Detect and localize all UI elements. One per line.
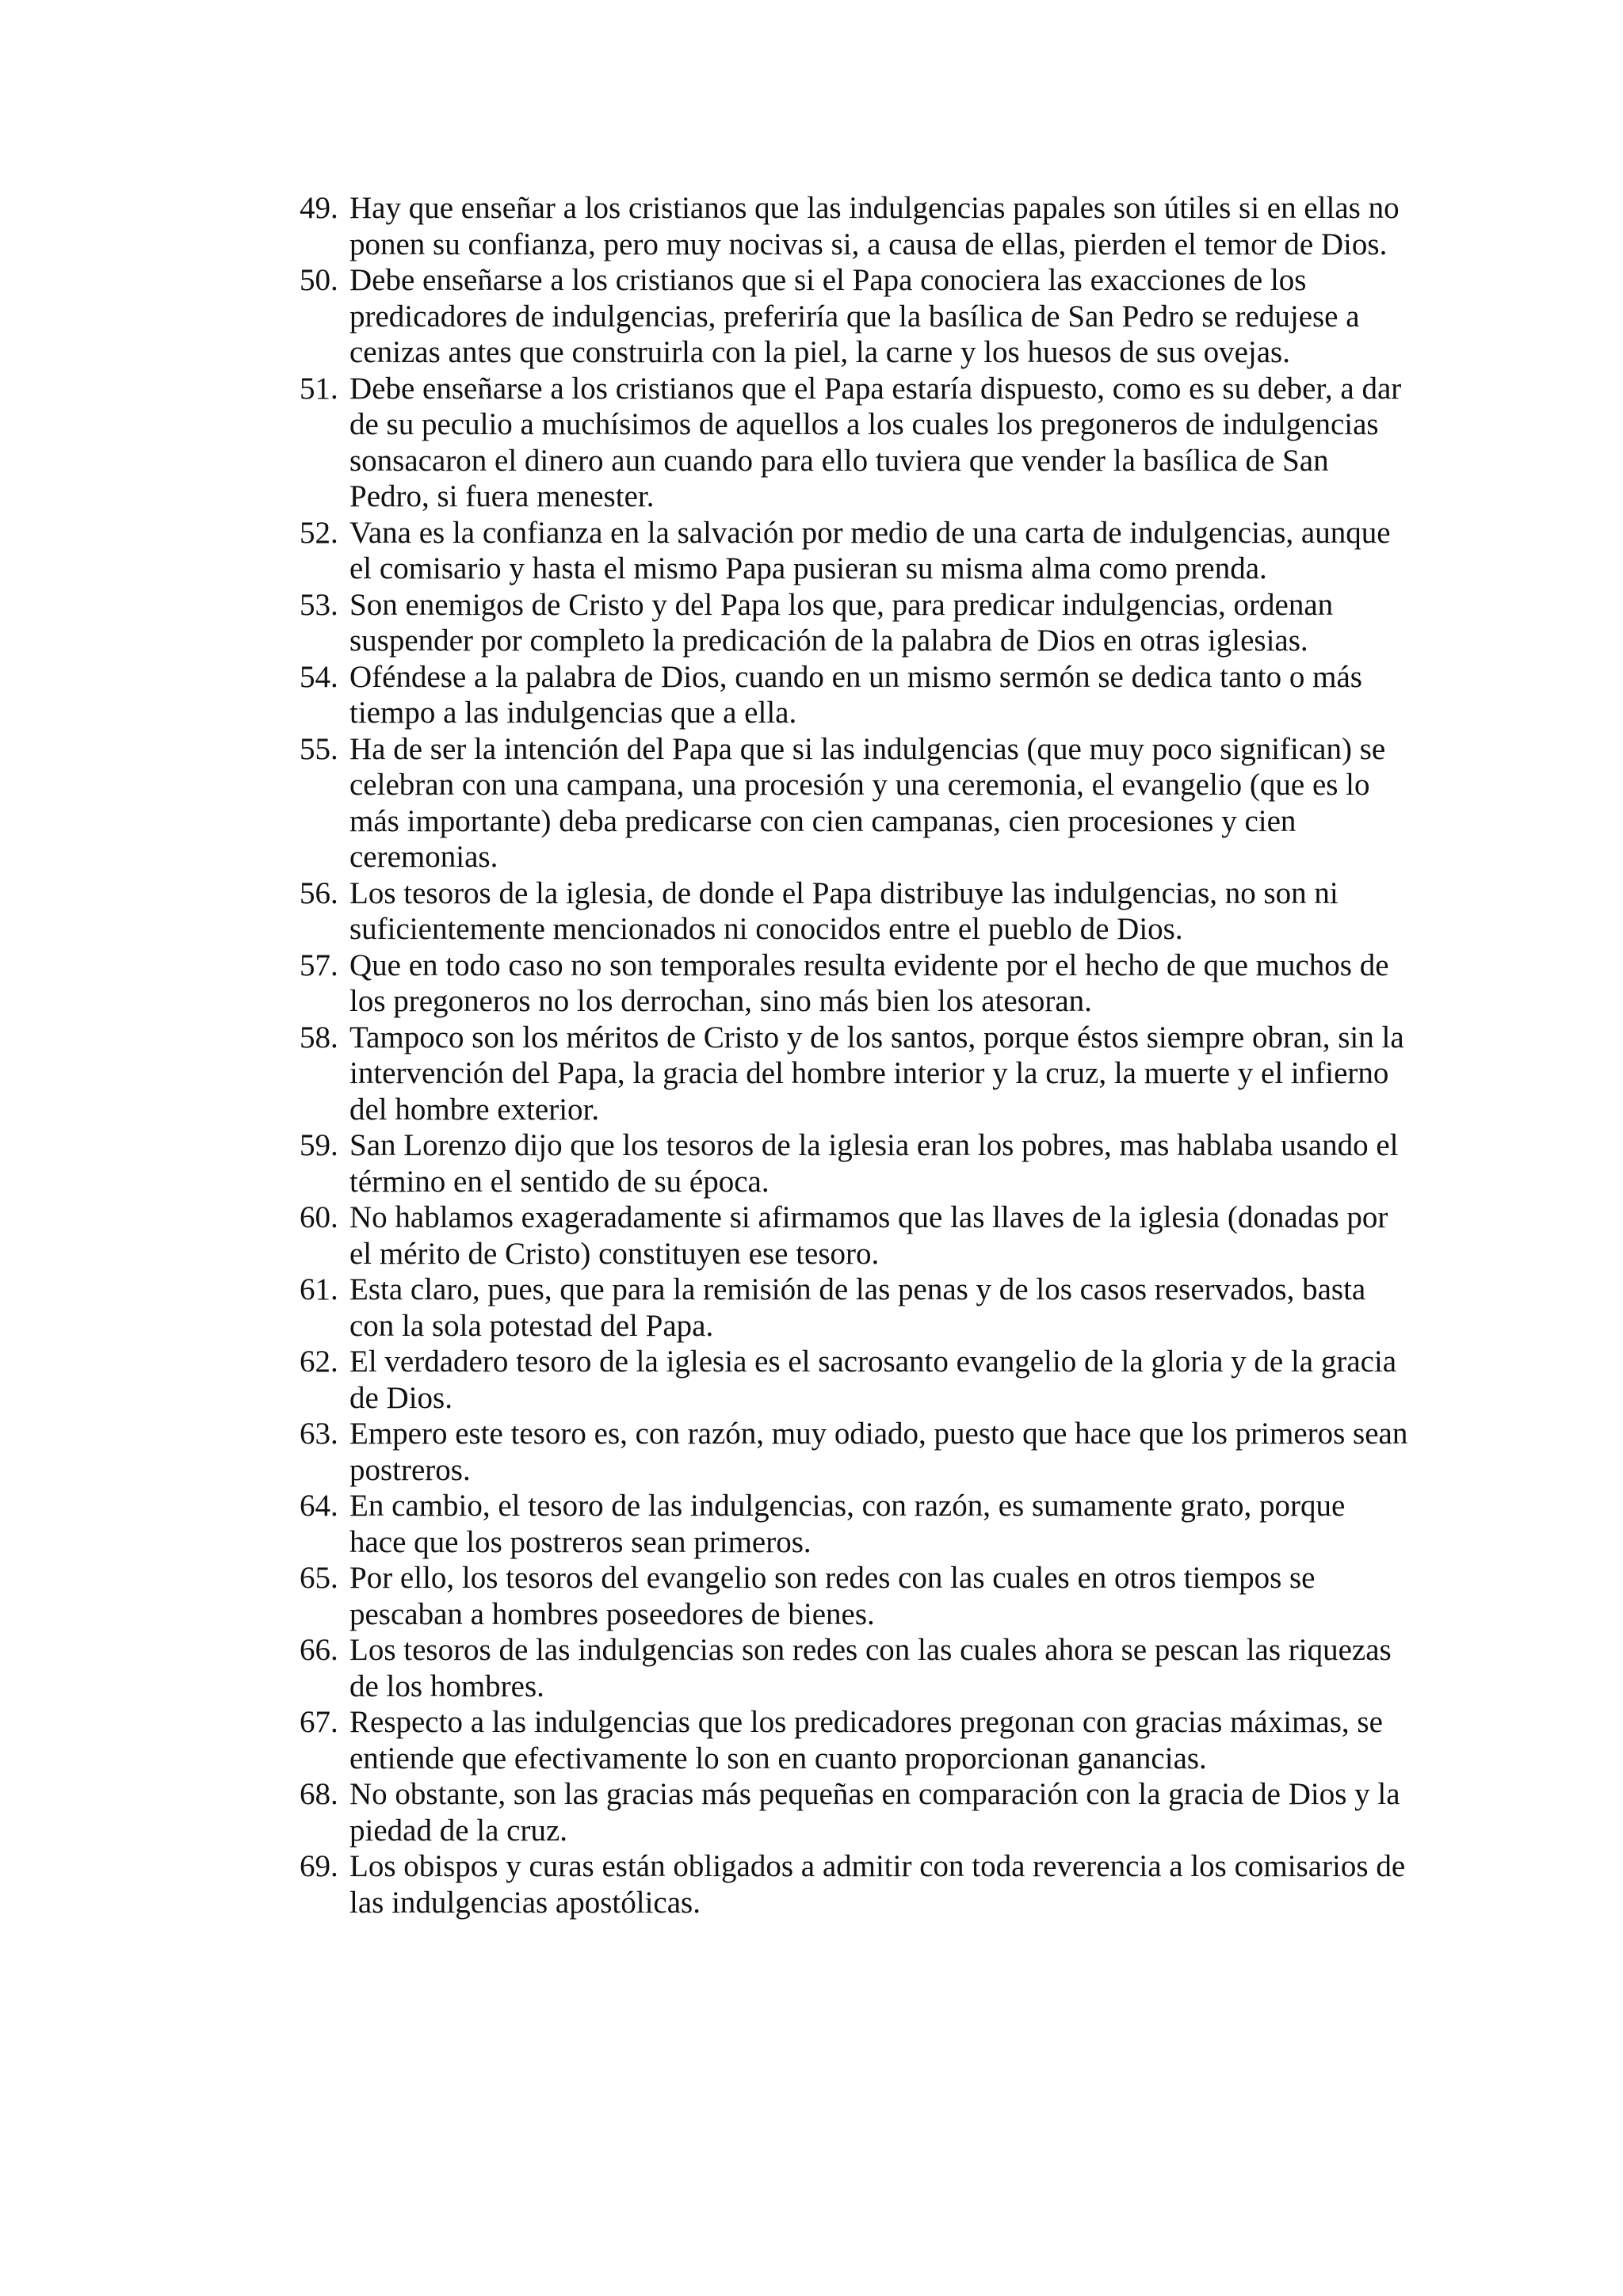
thesis-text: Son enemigos de Cristo y del Papa los que, para predicar indulgencias, ordenan suspender por completo la predicación de la palabra de Dios en otras iglesias. — [349, 587, 1334, 658]
thesis-item — [300, 1127, 1409, 1199]
thesis-number: 55. — [300, 731, 338, 766]
thesis-item — [300, 262, 1409, 371]
thesis-number: 52. — [300, 515, 338, 550]
thesis-item — [300, 948, 1409, 1020]
thesis-text: No hablamos exageradamente si afirmamos que las llaves de la iglesia (donadas por el mérito de Cristo) constituyen ese tesoro. — [349, 1200, 1388, 1271]
thesis-number: 54. — [300, 659, 338, 694]
thesis-item — [300, 1632, 1409, 1704]
thesis-number: 68. — [300, 1777, 338, 1811]
thesis-number: 66. — [300, 1633, 338, 1667]
thesis-text: Por ello, los tesoros del evangelio son redes con las cuales en otros tiempos se pescaban a hombres poseedores de bienes. — [349, 1561, 1316, 1631]
thesis-item — [300, 1272, 1409, 1344]
thesis-text: Oféndese a la palabra de Dios, cuando en un mismo sermón se dedica tanto o más tiempo a las indulgencias que a ella. — [349, 659, 1362, 730]
thesis-text: Empero este tesoro es, con razón, muy odiado, puesto que hace que los primeros sean postreros. — [349, 1417, 1408, 1487]
thesis-text: Que en todo caso no son temporales resulta evidente por el hecho de que muchos de los pregoneros no los derrochan, sino más bien los atesoran. — [349, 948, 1389, 1018]
thesis-item — [300, 371, 1409, 515]
thesis-item — [300, 1776, 1409, 1848]
theses-list — [300, 190, 1409, 1920]
thesis-number: 60. — [300, 1200, 338, 1234]
thesis-text: No obstante, son las gracias más pequeñas en comparación con la gracia de Dios y la piedad de la cruz. — [349, 1777, 1400, 1848]
thesis-text: Debe enseñarse a los cristianos que el Papa estaría dispuesto, como es su deber, a dar de su peculio a muchísimos de aquellos a los cuales los pregoneros de indulgencias sonsacaron el dinero aun cuando para ello tuviera que vender la basílica de San Pedro, si fuera menester. — [349, 371, 1402, 513]
thesis-item — [300, 731, 1409, 875]
thesis-text: Respecto a las indulgencias que los predicadores pregonan con gracias máximas, se entiende que efectivamente lo son en cuanto proporcionan ganancias. — [349, 1705, 1383, 1775]
thesis-number: 49. — [300, 191, 338, 225]
thesis-number: 62. — [300, 1344, 338, 1379]
thesis-number: 67. — [300, 1705, 338, 1739]
thesis-text: El verdadero tesoro de la iglesia es el sacrosanto evangelio de la gloria y de la gracia de Dios. — [349, 1344, 1397, 1415]
thesis-text: Debe enseñarse a los cristianos que si el Papa conociera las exacciones de los predicadores de indulgencias, preferiría que la basílica de San Pedro se redujese a cenizas antes que construirla con la piel, la carne y los huesos de sus ovejas. — [349, 263, 1360, 369]
thesis-text: Tampoco son los méritos de Cristo y de los santos, porque éstos siempre obran, sin la intervención del Papa, la gracia del hombre interior y la cruz, la muerte y el infierno del hombre exterior. — [349, 1020, 1404, 1127]
thesis-text: Los obispos y curas están obligados a admitir con toda reverencia a los comisarios de las indulgencias apostólicas. — [349, 1849, 1406, 1920]
thesis-number: 58. — [300, 1020, 338, 1055]
thesis-number: 57. — [300, 948, 338, 982]
thesis-number: 69. — [300, 1849, 338, 1883]
thesis-item — [300, 515, 1409, 587]
thesis-text: Ha de ser la intención del Papa que si las indulgencias (que muy poco significan) se celebran con una campana, una procesión y una ceremonia, el evangelio (que es lo más importante) deba predicarse con cien campanas, cien procesiones y cien ceremonias. — [349, 731, 1386, 874]
thesis-number: 53. — [300, 587, 338, 622]
thesis-number: 51. — [300, 371, 338, 406]
thesis-text: Los tesoros de la iglesia, de donde el Papa distribuye las indulgencias, no son ni suficientemente mencionados ni conocidos entre el pueblo de Dios. — [349, 875, 1338, 946]
thesis-number: 56. — [300, 875, 338, 910]
thesis-number: 63. — [300, 1417, 338, 1451]
thesis-number: 59. — [300, 1128, 338, 1162]
thesis-text: Esta claro, pues, que para la remisión de las penas y de los casos reservados, basta con la sola potestad del Papa. — [349, 1272, 1366, 1343]
thesis-text: Hay que enseñar a los cristianos que las indulgencias papales son útiles si en ellas no ponen su confianza, pero muy nocivas si, a causa de ellas, pierden el temor de Dios. — [349, 191, 1400, 261]
thesis-number: 64. — [300, 1489, 338, 1523]
thesis-text: En cambio, el tesoro de las indulgencias, con razón, es sumamente grato, porque hace que los postreros sean primeros. — [349, 1489, 1346, 1559]
thesis-item — [300, 1488, 1409, 1560]
thesis-item — [300, 1344, 1409, 1416]
thesis-item — [300, 1848, 1409, 1920]
thesis-item — [300, 587, 1409, 659]
thesis-number: 65. — [300, 1561, 338, 1595]
thesis-number: 61. — [300, 1272, 338, 1306]
thesis-text: San Lorenzo dijo que los tesoros de la iglesia eran los pobres, mas hablaba usando el término en el sentido de su época. — [349, 1128, 1399, 1199]
thesis-item — [300, 1199, 1409, 1272]
thesis-number: 50. — [300, 263, 338, 297]
thesis-item — [300, 659, 1409, 731]
thesis-item — [300, 190, 1409, 262]
thesis-item — [300, 1704, 1409, 1776]
thesis-text: Vana es la confianza en la salvación por medio de una carta de indulgencias, aunque el comisario y hasta el mismo Papa pusieran su misma alma como prenda. — [349, 515, 1391, 585]
thesis-text: Los tesoros de las indulgencias son redes con las cuales ahora se pescan las riquezas de los hombres. — [349, 1633, 1392, 1703]
thesis-item — [300, 875, 1409, 948]
thesis-item — [300, 1560, 1409, 1632]
thesis-item — [300, 1416, 1409, 1488]
thesis-item — [300, 1020, 1409, 1128]
